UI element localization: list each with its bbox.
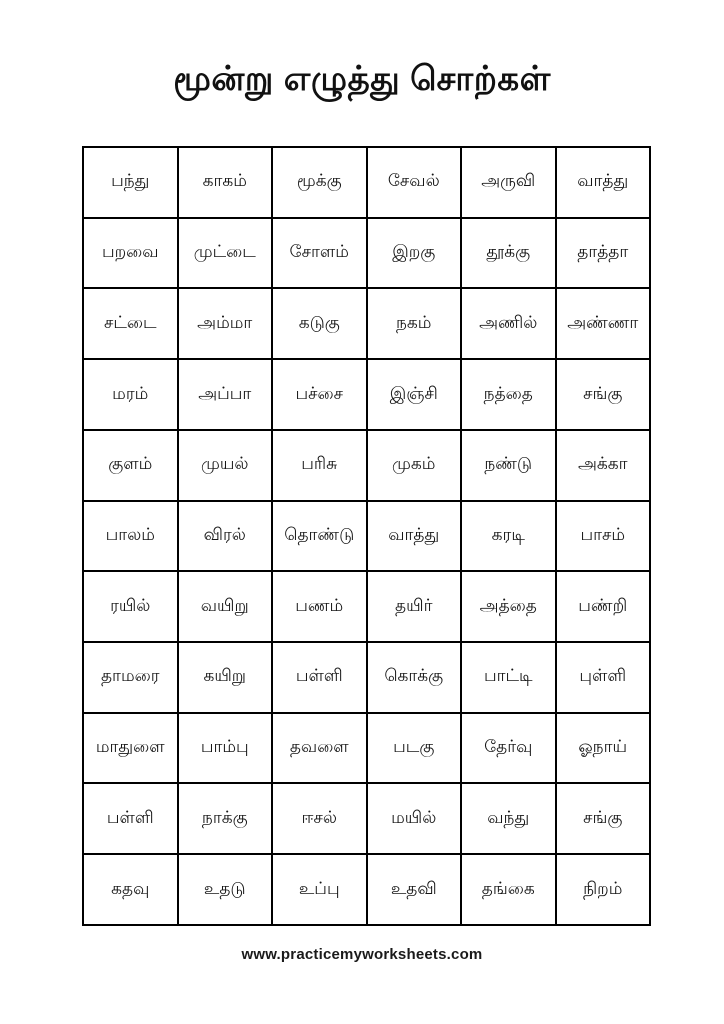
word-cell: சேவல் bbox=[367, 147, 462, 218]
word-cell: அப்பா bbox=[178, 359, 273, 430]
word-cell: நத்தை bbox=[461, 359, 556, 430]
footer-website-url: www.practicemyworksheets.com bbox=[241, 946, 483, 963]
word-cell: விரல் bbox=[178, 501, 273, 572]
word-cell: கரடி bbox=[461, 501, 556, 572]
word-cell: பணம் bbox=[272, 571, 367, 642]
word-cell: ஓநாய் bbox=[556, 713, 651, 784]
word-cell: பரிசு bbox=[272, 430, 367, 501]
word-cell: வாத்து bbox=[556, 147, 651, 218]
word-cell: நண்டு bbox=[461, 430, 556, 501]
word-cell: பள்ளி bbox=[272, 642, 367, 713]
table-row bbox=[83, 571, 650, 642]
word-cell: படகு bbox=[367, 713, 462, 784]
page-title: மூன்று எழுத்து சொற்கள் bbox=[173, 60, 551, 98]
word-cell: அருவி bbox=[461, 147, 556, 218]
word-table-body bbox=[83, 147, 650, 925]
word-cell: உப்பு bbox=[272, 854, 367, 925]
word-cell: தொண்டு bbox=[272, 501, 367, 572]
word-cell: தயிர் bbox=[367, 571, 462, 642]
table-row bbox=[83, 359, 650, 430]
word-cell: தங்கை bbox=[461, 854, 556, 925]
table-row bbox=[83, 642, 650, 713]
word-cell: புள்ளி bbox=[556, 642, 651, 713]
table-row bbox=[83, 783, 650, 854]
table-row bbox=[83, 288, 650, 359]
word-cell: முகம் bbox=[367, 430, 462, 501]
word-cell: பாலம் bbox=[83, 501, 178, 572]
word-cell: மாதுளை bbox=[83, 713, 178, 784]
word-cell: கடுகு bbox=[272, 288, 367, 359]
word-cell: நாக்கு bbox=[178, 783, 273, 854]
word-cell: பாட்டி bbox=[461, 642, 556, 713]
word-cell: கொக்கு bbox=[367, 642, 462, 713]
word-cell: பள்ளி bbox=[83, 783, 178, 854]
word-cell: உதவி bbox=[367, 854, 462, 925]
word-cell: பறவை bbox=[83, 218, 178, 289]
word-cell: அம்மா bbox=[178, 288, 273, 359]
word-cell: அக்கா bbox=[556, 430, 651, 501]
word-cell: கயிறு bbox=[178, 642, 273, 713]
word-cell: தவளை bbox=[272, 713, 367, 784]
word-cell: தேர்வு bbox=[461, 713, 556, 784]
word-cell: தூக்கு bbox=[461, 218, 556, 289]
word-cell: முட்டை bbox=[178, 218, 273, 289]
word-cell: பந்து bbox=[83, 147, 178, 218]
word-cell: அத்தை bbox=[461, 571, 556, 642]
word-cell: பாசம் bbox=[556, 501, 651, 572]
word-cell: மயில் bbox=[367, 783, 462, 854]
word-cell: தாத்தா bbox=[556, 218, 651, 289]
word-cell: இறகு bbox=[367, 218, 462, 289]
word-cell: குளம் bbox=[83, 430, 178, 501]
word-cell: இஞ்சி bbox=[367, 359, 462, 430]
word-cell: வந்து bbox=[461, 783, 556, 854]
word-cell: ரயில் bbox=[83, 571, 178, 642]
word-cell: சங்கு bbox=[556, 359, 651, 430]
word-cell: சங்கு bbox=[556, 783, 651, 854]
word-cell: மூக்கு bbox=[272, 147, 367, 218]
word-cell: வயிறு bbox=[178, 571, 273, 642]
word-cell: மரம் bbox=[83, 359, 178, 430]
word-cell: உதடு bbox=[178, 854, 273, 925]
word-cell: அண்ணா bbox=[556, 288, 651, 359]
table-row bbox=[83, 430, 650, 501]
table-row bbox=[83, 854, 650, 925]
word-cell: கதவு bbox=[83, 854, 178, 925]
word-table bbox=[82, 146, 651, 926]
word-cell: தாமரை bbox=[83, 642, 178, 713]
word-cell: நிறம் bbox=[556, 854, 651, 925]
word-cell: சோளம் bbox=[272, 218, 367, 289]
table-row bbox=[83, 218, 650, 289]
word-cell: ஈசல் bbox=[272, 783, 367, 854]
table-row bbox=[83, 147, 650, 218]
word-cell: காகம் bbox=[178, 147, 273, 218]
word-cell: வாத்து bbox=[367, 501, 462, 572]
table-row bbox=[83, 501, 650, 572]
word-cell: சட்டை bbox=[83, 288, 178, 359]
word-cell: அணில் bbox=[461, 288, 556, 359]
word-cell: நகம் bbox=[367, 288, 462, 359]
word-cell: முயல் bbox=[178, 430, 273, 501]
table-row bbox=[83, 713, 650, 784]
word-cell: பச்சை bbox=[272, 359, 367, 430]
word-cell: பண்றி bbox=[556, 571, 651, 642]
word-cell: பாம்பு bbox=[178, 713, 273, 784]
